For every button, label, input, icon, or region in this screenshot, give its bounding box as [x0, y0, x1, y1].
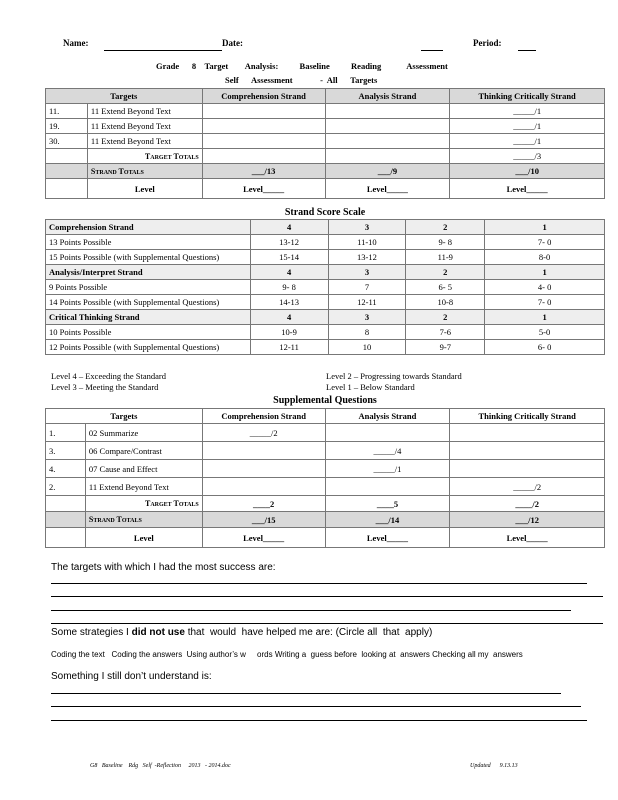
scale-section-name: Analysis/Interpret Strand	[46, 265, 251, 280]
footer-updated: Updated 9.13.13	[470, 763, 518, 769]
scale-value: 7- 0	[485, 295, 605, 310]
legend-level-4: Level 4 – Exceeding the Standard	[51, 371, 166, 381]
row-target: 11 Extend Beyond Text	[87, 134, 202, 149]
q2-suffix: that would have helped me are: (Circle all that apply)	[184, 627, 433, 638]
supp-header-comprehension: Comprehension Strand	[202, 409, 325, 424]
date-label: Date:	[222, 38, 243, 48]
answer-line[interactable]	[51, 693, 561, 694]
row-number: 3.	[46, 442, 86, 460]
scale-level: 3	[328, 220, 406, 235]
scale-title: Strand Score Scale	[284, 207, 366, 218]
supplemental-title: Supplemental Questions	[273, 395, 377, 406]
col-header-analysis: Analysis Strand	[325, 89, 450, 104]
strand-totals-comp[interactable]: ___/13	[202, 164, 325, 179]
date-field[interactable]	[421, 50, 443, 51]
row-comp[interactable]	[202, 119, 325, 134]
strand-totals-think[interactable]: ___/10	[450, 164, 605, 179]
row-anal[interactable]: _____/1	[325, 460, 450, 478]
scale-value: 13-12	[250, 235, 328, 250]
row-comp[interactable]	[202, 442, 325, 460]
scale-value: 11-10	[328, 235, 406, 250]
scale-level: 4	[250, 220, 328, 235]
scale-value: 7-6	[406, 325, 485, 340]
row-anal[interactable]	[325, 424, 450, 442]
scale-level: 3	[328, 310, 406, 325]
target-totals-comp[interactable]: ____2	[202, 496, 325, 512]
scale-value: 4- 0	[485, 280, 605, 295]
strand-totals-row	[46, 164, 605, 179]
scale-value: 11-9	[406, 250, 485, 265]
answer-line[interactable]	[51, 706, 581, 707]
target-totals-anal[interactable]: ____5	[325, 496, 450, 512]
supp-header-analysis: Analysis Strand	[325, 409, 450, 424]
scale-row-label: 9 Points Possible	[46, 280, 251, 295]
reflection-question-1: The targets with which I had the most success are:	[51, 562, 276, 573]
level-comp[interactable]: Level_____	[202, 528, 325, 548]
scale-value: 13-12	[328, 250, 406, 265]
scale-value: 7	[328, 280, 406, 295]
scale-level: 4	[250, 265, 328, 280]
q2-emphasis: did not use	[131, 627, 185, 638]
scale-row	[46, 235, 605, 250]
scale-value: 9- 8	[250, 280, 328, 295]
scale-level: 1	[485, 310, 605, 325]
supplemental-table	[45, 408, 605, 548]
scale-value: 8	[328, 325, 406, 340]
legend-level-1: Level 1 – Below Standard	[326, 382, 415, 392]
table-row	[46, 460, 605, 478]
row-anal[interactable]: _____/4	[325, 442, 450, 460]
table-row	[46, 134, 605, 149]
scale-value: 6- 0	[485, 340, 605, 355]
strand-totals-label: Strand Totals	[87, 164, 202, 179]
row-think[interactable]: _____/1	[450, 134, 605, 149]
col-header-targets: Targets	[46, 89, 203, 104]
strand-totals-think[interactable]: ___/12	[450, 512, 605, 528]
legend-level-3: Level 3 – Meeting the Standard	[51, 382, 159, 392]
row-think[interactable]	[450, 442, 605, 460]
target-totals-think[interactable]: _____/3	[450, 149, 605, 164]
row-comp[interactable]	[202, 104, 325, 119]
row-number: 19.	[46, 119, 88, 134]
target-totals-label: Target Totals	[87, 149, 202, 164]
table-row	[46, 424, 605, 442]
row-target: 07 Cause and Effect	[85, 460, 202, 478]
scale-section-name: Comprehension Strand	[46, 220, 251, 235]
row-think[interactable]	[450, 460, 605, 478]
scale-row-label: 15 Points Possible (with Supplemental Questions)	[46, 250, 251, 265]
targets-table	[45, 88, 605, 199]
row-number: 1.	[46, 424, 86, 442]
target-totals-row	[46, 496, 605, 512]
scale-value: 14-13	[250, 295, 328, 310]
target-totals-comp[interactable]	[202, 149, 325, 164]
q2-prefix: Some strategies I	[51, 627, 132, 638]
strand-totals-label: Strand Totals	[85, 512, 202, 528]
scale-row	[46, 295, 605, 310]
level-row	[46, 179, 605, 199]
row-target: 02 Summarize	[85, 424, 202, 442]
row-comp[interactable]	[202, 134, 325, 149]
legend-level-2: Level 2 – Progressing towards Standard	[326, 371, 462, 381]
scale-level: 1	[485, 265, 605, 280]
answer-line[interactable]	[51, 623, 603, 624]
scale-value: 15-14	[250, 250, 328, 265]
scale-level: 4	[250, 310, 328, 325]
answer-line[interactable]	[51, 596, 603, 597]
row-target: 11 Extend Beyond Text	[87, 104, 202, 119]
reflection-question-3: Something I still don’t understand is:	[51, 671, 212, 682]
scale-value: 12-11	[250, 340, 328, 355]
target-totals-label: Target Totals	[85, 496, 202, 512]
scale-value: 9-7	[406, 340, 485, 355]
table-row	[46, 442, 605, 460]
row-target: 06 Compare/Contrast	[85, 442, 202, 460]
strategy-options[interactable]: Coding the text Coding the answers Using author’s w ords Writing a guess before looking at answers Checking all my answers	[51, 650, 523, 659]
answer-line[interactable]	[51, 583, 587, 584]
scale-level: 2	[406, 310, 485, 325]
row-think[interactable]: _____/1	[450, 119, 605, 134]
strand-totals-anal[interactable]: ___/9	[325, 164, 450, 179]
level-row	[46, 528, 605, 548]
name-field[interactable]	[104, 50, 222, 51]
level-comp[interactable]: Level_____	[202, 179, 325, 199]
target-totals-think[interactable]: ____/2	[450, 496, 605, 512]
scale-value: 9- 8	[406, 235, 485, 250]
supp-header-targets: Targets	[46, 409, 203, 424]
supp-header-thinking: Thinking Critically Strand	[450, 409, 605, 424]
strand-totals-anal[interactable]: ___/14	[325, 512, 450, 528]
reflection-question-2	[51, 627, 432, 638]
target-totals-row	[46, 149, 605, 164]
period-field[interactable]	[518, 50, 536, 51]
row-comp[interactable]	[202, 478, 325, 496]
scale-row-label: 14 Points Possible (with Supplemental Questions)	[46, 295, 251, 310]
scale-value: 6- 5	[406, 280, 485, 295]
row-comp[interactable]: _____/2	[202, 424, 325, 442]
title-line-1: Grade 8 Target Analysis: Baseline Reading Assessment	[156, 61, 448, 71]
answer-line[interactable]	[51, 610, 571, 611]
table-row	[46, 478, 605, 496]
col-header-thinking: Thinking Critically Strand	[450, 89, 605, 104]
title-line-2: Self Assessment - All Targets	[225, 75, 378, 85]
level-label: Level	[85, 528, 202, 548]
scale-row	[46, 340, 605, 355]
row-number: 30.	[46, 134, 88, 149]
scale-row-label: 13 Points Possible	[46, 235, 251, 250]
level-think[interactable]: Level_____	[450, 528, 605, 548]
period-label: Period:	[473, 38, 502, 48]
row-think[interactable]	[450, 424, 605, 442]
strand-totals-row	[46, 512, 605, 528]
row-target: 11 Extend Beyond Text	[85, 478, 202, 496]
table-row	[46, 119, 605, 134]
footer-filename: G8 Baseline Rdg Self -Reflection 2013 - 2014.doc	[90, 763, 231, 769]
col-header-comprehension: Comprehension Strand	[202, 89, 325, 104]
row-number: 11.	[46, 104, 88, 119]
answer-line[interactable]	[51, 720, 587, 721]
score-scale-table	[45, 219, 605, 355]
level-anal[interactable]: Level_____	[325, 179, 450, 199]
table-row	[46, 104, 605, 119]
row-think[interactable]: _____/2	[450, 478, 605, 496]
scale-row	[46, 325, 605, 340]
strand-totals-comp[interactable]: ___/15	[202, 512, 325, 528]
scale-value: 8-0	[485, 250, 605, 265]
scale-row	[46, 280, 605, 295]
name-label: Name:	[63, 38, 89, 48]
row-number: 4.	[46, 460, 86, 478]
row-think[interactable]: _____/1	[450, 104, 605, 119]
row-anal[interactable]	[325, 119, 450, 134]
row-target: 11 Extend Beyond Text	[87, 119, 202, 134]
scale-value: 12-11	[328, 295, 406, 310]
level-label: Level	[87, 179, 202, 199]
target-totals-anal[interactable]	[325, 149, 450, 164]
level-think[interactable]: Level_____	[450, 179, 605, 199]
scale-value: 10-9	[250, 325, 328, 340]
scale-section-name: Critical Thinking Strand	[46, 310, 251, 325]
row-number: 2.	[46, 478, 86, 496]
scale-value: 7- 0	[485, 235, 605, 250]
scale-level: 2	[406, 220, 485, 235]
row-anal[interactable]	[325, 104, 450, 119]
scale-value: 10	[328, 340, 406, 355]
scale-row-label: 12 Points Possible (with Supplemental Questions)	[46, 340, 251, 355]
row-anal[interactable]	[325, 134, 450, 149]
scale-row	[46, 250, 605, 265]
scale-level: 1	[485, 220, 605, 235]
scale-level: 3	[328, 265, 406, 280]
level-anal[interactable]: Level_____	[325, 528, 450, 548]
scale-level: 2	[406, 265, 485, 280]
row-anal[interactable]	[325, 478, 450, 496]
scale-row-label: 10 Points Possible	[46, 325, 251, 340]
scale-value: 10-8	[406, 295, 485, 310]
row-comp[interactable]	[202, 460, 325, 478]
scale-value: 5-0	[485, 325, 605, 340]
